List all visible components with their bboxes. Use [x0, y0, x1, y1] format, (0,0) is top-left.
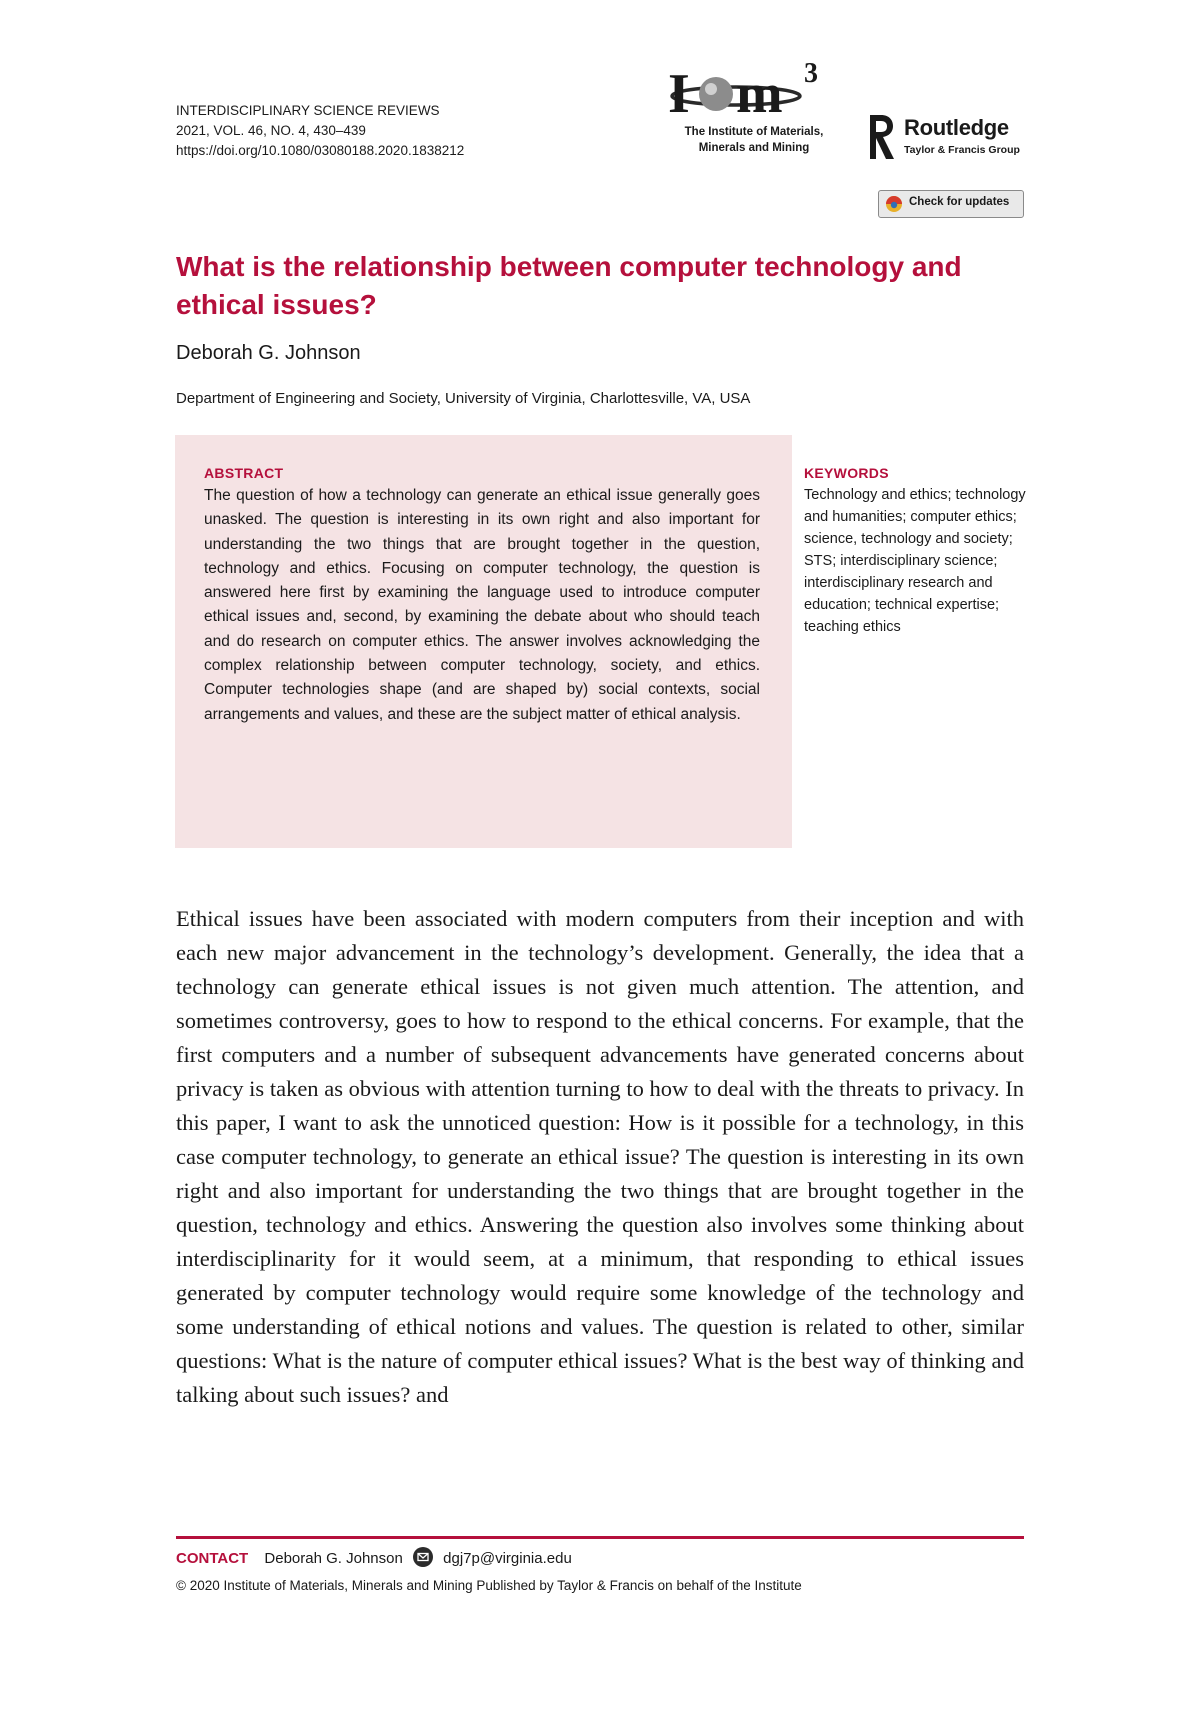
article-title: What is the relationship between computer technology and ethical issues?	[176, 251, 962, 320]
keywords-list: Technology and ethics; technology and humanities; computer ethics; science, technology and society; STS; interdisciplinary science; interdisciplinary research and education; technical expertise; teaching ethics	[804, 487, 1026, 635]
doi-link[interactable]: https://doi.org/10.1080/03080188.2020.1838212	[176, 143, 465, 158]
body-paragraph: Ethical issues have been associated with modern computers from their inception and with each new major advancement in the technology’s development. Generally, the idea that a technology can generate ethical issues is not given much attention. The attention, and sometimes controversy, goes to how to respond to the ethical concerns. For example, that the first computers and a number of subsequent advancements have generated concerns about privacy is taken as obvious with attention turning to how to deal with the threats to privacy. In this paper, I want to ask the unnoticed question: How is it possible for a technology, in this case computer technology, to generate an ethical issue? The question is interesting in its own right and also important for understanding the two things that are brought together in the question, technology and ethics. Answering the question also involves some thinking about interdisciplinarity for it would seem, at a minimum, that responding to ethical issues generated by computer technology would require some knowledge of the technology and some understanding of ethical notions and values. The question is related to other, similar questions: What is the nature of computer ethical issues? What is the best way of thinking and talking about such issues? and	[176, 906, 1024, 1407]
author-affiliation: Department of Engineering and Society, University of Virginia, Charlottesville, VA, USA	[176, 390, 751, 407]
copyright-notice: © 2020 Institute of Materials, Minerals and Mining Published by Taylor & Francis on behalf of the Institute	[176, 1578, 802, 1593]
iom3-logo	[664, 58, 844, 166]
iom3-caption-line1: The Institute of Materials,	[684, 126, 824, 138]
check-updates-label: Check for updates	[909, 196, 1010, 208]
journal-info	[176, 101, 464, 161]
publisher-group: Taylor & Francis Group	[904, 144, 1020, 156]
iom3-logo-mark	[664, 58, 844, 120]
article-author: Deborah G. Johnson	[176, 342, 361, 364]
keywords-heading: KEYWORDS	[804, 465, 889, 481]
check-for-updates-button[interactable]	[878, 190, 1024, 218]
journal-name: INTERDISCIPLINARY SCIENCE REVIEWS	[176, 103, 440, 118]
routledge-r-icon	[866, 113, 896, 161]
routledge-logo	[866, 113, 1026, 165]
iom3-caption-line2: Minerals and Mining	[698, 142, 810, 154]
contact-name: Deborah G. Johnson	[264, 1550, 403, 1567]
abstract-box	[175, 435, 792, 848]
footer-divider	[176, 1536, 1024, 1539]
check-updates-icon	[885, 195, 903, 213]
iom3-caption	[664, 124, 844, 156]
contact-line	[176, 1547, 572, 1571]
email-icon	[413, 1547, 433, 1567]
contact-label: CONTACT	[176, 1550, 249, 1567]
contact-email-link[interactable]: dgj7p@virginia.edu	[443, 1550, 572, 1567]
svg-text:3: 3	[804, 58, 818, 89]
svg-text:I: I	[668, 63, 690, 120]
svg-text:m: m	[736, 63, 783, 120]
publisher-name: Routledge	[904, 115, 1009, 140]
abstract-text: The question of how a technology can generate an ethical issue generally goes unasked. The question is interesting in its own right and also important for understanding the two things that are brought together in the question, technology and ethics. Focusing on computer technology, the question is answered here first by examining the language used to introduce computer ethical issues and, second, by examining the debate about who should teach and do research on computer ethics. The answer involves acknowledging the complex relationship between computer technology, society, and ethics. Computer technologies shape (and are shaped by) social contexts, social arrangements and values, and these are the subject matter of ethical analysis.	[204, 487, 760, 723]
abstract-heading: ABSTRACT	[204, 465, 284, 481]
volume-info: 2021, VOL. 46, NO. 4, 430–439	[176, 123, 366, 138]
